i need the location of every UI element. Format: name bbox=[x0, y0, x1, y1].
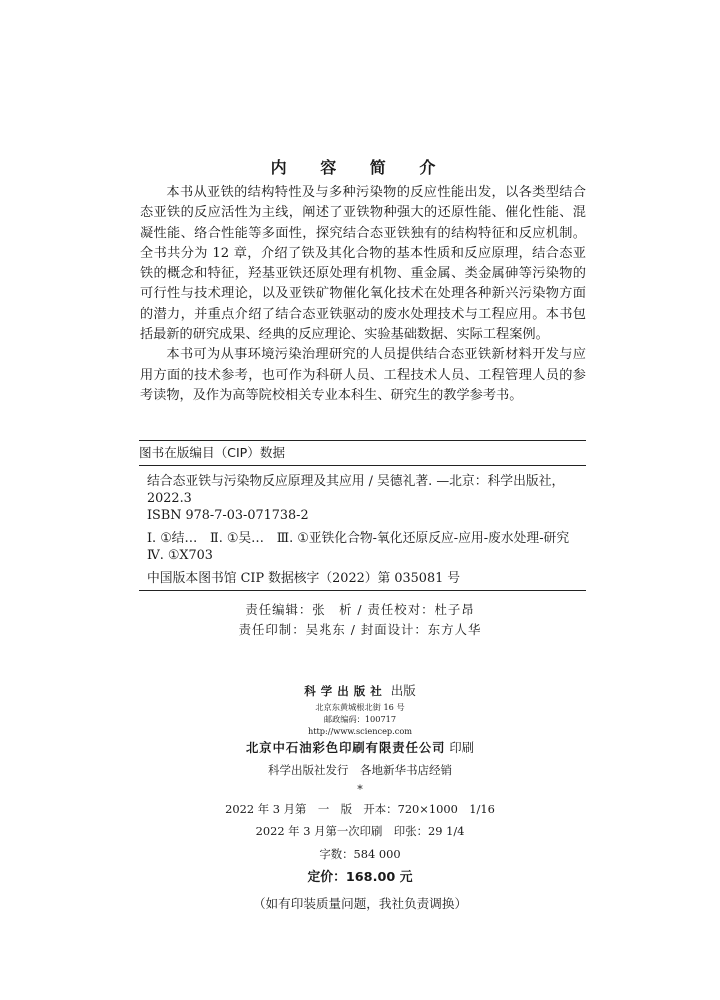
separator-star: * bbox=[357, 783, 363, 796]
spec-word-count: 字数：584 000 bbox=[319, 847, 401, 861]
price: 定价：168.00 元 bbox=[307, 870, 413, 885]
intro-paragraph-2: 本书可为从事环境污染治理研究的人员提供结合态亚铁新材料开发与应用方面的技术参考，也可作为科研人员、工程技术人员、工程管理人员的参考读物，及作为高等院校相关专业本科生、研究生的教学参考书。 bbox=[140, 347, 586, 403]
printer-line bbox=[0, 737, 720, 759]
publisher-block bbox=[0, 681, 720, 799]
staff-credits bbox=[0, 600, 720, 640]
publisher-website: http://www.sciencep.com bbox=[307, 726, 413, 736]
cip-classification: Ⅰ. ①结… Ⅱ. ①吴… Ⅲ. ①亚铁化合物-氧化还原反应-应用-废水处理-研究 Ⅳ. ①X703 bbox=[147, 531, 582, 563]
cip-isbn: ISBN 978-7-03-071738-2 bbox=[147, 508, 309, 523]
intro-text bbox=[140, 183, 586, 406]
publisher-logo-text: 科学出版社 bbox=[304, 684, 387, 698]
publisher-name bbox=[0, 681, 720, 701]
quality-notice: （如有印装质量问题，我社负责调换） bbox=[252, 896, 468, 911]
cip-verification: 中国版本图书馆 CIP 数据核字（2022）第 035081 号 bbox=[147, 571, 461, 586]
intro-title: 内 容 简 介 bbox=[270, 158, 450, 177]
intro-paragraph-1: 本书从亚铁的结构特性及与多种污染物的反应性能出发，以各类型结合态亚铁的反应活性为主线，阐述了亚铁物种强大的还原性能、催化性能、混凝性能、络合性能等多面性，探究结合态亚铁独有的结构特征和反应机制。全书共分为 12 章，介绍了铁及其化合物的基本性质和反应原理，结合态亚铁的概念和特征，羟基亚铁还原处理有机物、重金属、类金属砷等污染物的可行性与技术理论，以及亚铁矿物催化氧化技术在处理各种新兴污染物方面的潜力，并重点介绍了结合态亚铁驱动的废水处理技术与工程应用。本书包括最新的研究成果、经典的反应理论、实验基础数据、实际工程案例。 bbox=[140, 185, 586, 343]
printer-suffix: 印刷 bbox=[449, 741, 474, 755]
printer-name: 北京中石油彩色印刷有限责任公司 bbox=[246, 740, 446, 755]
staff-line-editors: 责任编辑：张 析 / 责任校对：杜子昂 bbox=[245, 602, 475, 617]
publisher-address: 北京东黄城根北街 16 号 bbox=[315, 702, 405, 712]
staff-line-production: 责任印制：吴兆东 / 封面设计：东方人华 bbox=[238, 622, 482, 637]
publisher-postcode: 邮政编码：100717 bbox=[323, 714, 397, 724]
cip-title-line: 结合态亚铁与污染物反应原理及其应用 / 吴德礼著. —北京：科学出版社，2022.3 bbox=[147, 474, 565, 506]
spec-edition: 2022 年 3 月第 一 版 开本：720×1000 1/16 bbox=[225, 802, 495, 816]
distribution-line: 科学出版社发行 各地新华书店经销 bbox=[268, 763, 452, 777]
cip-heading: 图书在版编目（CIP）数据 bbox=[139, 445, 286, 460]
spec-printing: 2022 年 3 月第一次印刷 印张：29 1/4 bbox=[255, 824, 465, 838]
publisher-suffix: 出版 bbox=[390, 683, 416, 698]
cip-entry bbox=[139, 465, 586, 588]
cip-block bbox=[139, 440, 586, 591]
